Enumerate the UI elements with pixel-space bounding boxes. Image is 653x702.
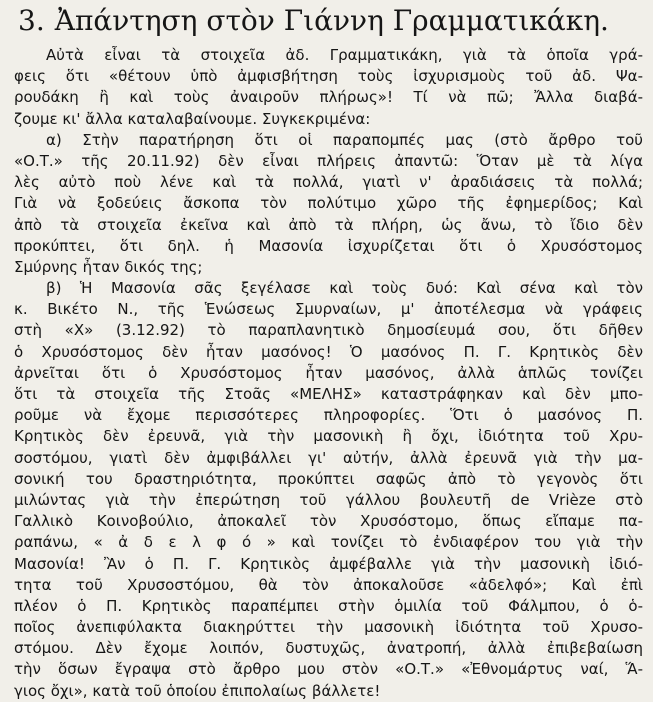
paragraph-line: ὁ Χρυσόστομος δὲν ἦταν μασόνος! Ὁ μασόνος Π. Γ. Κρητικὸς δὲν: [14, 342, 643, 361]
paragraph-line: «Ο.Τ.» τῆς 20.11.92) δὲν εἶναι πλήρεις ἀπαντῶ: Ὅταν μὲ τὰ λίγα: [14, 151, 643, 170]
paragraph-line: Αὐτὰ εἶναι τὰ στοιχεῖα ἀδ. Γραμματικάκη, γιὰ τὰ ὁποῖα γρά-: [46, 46, 643, 64]
paragraph-line: ραπάνω, « ἀ δ ε λ φ ό » καὶ τονίζει τὸ ἐνδιαφέρον του γιὰ τὴν: [14, 533, 643, 552]
paragraph-line: λὲς αὐτὸ ποὺ λένε καὶ τὰ πολλά, γιατὶ ν' ἀραδιάσεις τὰ πολλά;: [14, 173, 643, 192]
paragraph-line: μιλώντας γιὰ τὴν ἐπερώτηση τοῦ γάλλου βουλευτῆ de Vrièze στὸ: [14, 490, 643, 509]
paragraph-line: Κρητικὸς δὲν ἐρευνᾶ, γιὰ τὴν μασονικὴ ἢ ὄχι, ἰδιότητα τοῦ Χρυ-: [14, 427, 643, 446]
section-title: Ἀπάντηση στὸν Γιάννη Γραμματικάκη.: [54, 4, 609, 37]
paragraph-line: ἀρνεῖται ὅτι ὁ Χρυσόστομος ἦταν μασόνος, ἀλλὰ ἁπλῶς τονίζει: [14, 363, 643, 382]
paragraph-line: γιος ὄχι», κατὰ τοῦ ὁποίου ἐπιπολαίως βάλλετε!: [14, 681, 381, 700]
paragraph-line: τητα τοῦ Χρυσοστόμου, θὰ τὸν ἀποκαλοῦσε «ἀδελφό»; Καὶ ἐπὶ: [14, 575, 643, 594]
paragraph-line: β) Ἡ Μασονία σᾶς ξεγέλασε καὶ τοὺς δυό: Καὶ σένα καὶ τὸν: [46, 279, 643, 298]
section-heading: [18, 4, 648, 38]
paragraph-line: σοστόμου, γιατὶ δὲν ἀμφιβάλλει γι' αὐτήν, ἀλλὰ ἐρευνᾶ γιὰ τὴν μα-: [14, 448, 643, 467]
paragraph-line: κ. Βικέτο Ν., τῆς Ἑνώσεως Σμυρναίων, μ' ἀποτέλεσμα νὰ γράφεις: [14, 300, 643, 319]
paragraph-line: στὴ «Χ» (3.12.92) τὸ παραπλανητικὸ δημοσίευμά σου, ὅτι δῆθεν: [14, 321, 643, 340]
paragraph-line: τὴν ὅσων ἔγραψα στὸ ἄρθρο μου στὸν «Ο.Τ.» «Ἐθνομάρτυς ναί, Ἅ-: [14, 660, 643, 679]
paragraph-line: φεις ὅτι «θέτουν ὑπὸ ἀμφισβήτηση τοὺς ἰσχυρισμοὺς τοῦ ἀδ. Ψα-: [14, 67, 643, 86]
paragraph-line: Γιὰ νὰ ξοδεύεις ἄσκοπα τὸν πολύτιμο χῶρο τῆς ἐφημερίδος; Καὶ: [14, 194, 643, 213]
paragraph-line: στόμου. Δὲν ἔχομε λοιπόν, δυστυχῶς, ἀνατροπή, ἀλλὰ ἐπιβεβαίωση: [14, 639, 643, 658]
paragraph-line: Σμύρνης ἦταν δικός της;: [14, 257, 203, 276]
paragraph-line: σονική του δραστηριότητα, προκύπτει σαφῶς ἀπὸ τὸ γεγονὸς ὅτι: [14, 469, 643, 488]
paragraph-line: προκύπτει, ὅτι δηλ. ἡ Μασονία ἰσχυρίζεται ὅτι ὁ Χρυσόστομος: [14, 236, 643, 255]
paragraph-line: Μασονία! Ἂν ὁ Π. Γ. Κρητικὸς ἀμφέβαλλε γιὰ τὴν μασονικὴ ἰδιό-: [14, 554, 643, 573]
paragraph-line: α) Στὴν παρατήρηση ὅτι οἱ παραπομπές μας (στὸ ἄρθρο τοῦ: [46, 130, 643, 149]
paragraph-line: ἀπὸ τὰ στοιχεῖα ἐκεῖνα καὶ ἀπὸ τὰ πλήρη, ὡς ἄνω, τὸ ἴδιο δὲν: [14, 215, 643, 234]
paragraph-line: ὅτι τὰ στοιχεῖα τῆς Στοᾶς «ΜΕΛΗΣ» καταστράφηκαν καὶ δὲν μπο-: [14, 385, 643, 403]
paragraph-line: ρουδάκη ἢ καὶ τοὺς ἀναιροῦν πλήρως»! Τί νὰ πῶ; Ἄλλα διαβά-: [14, 88, 643, 107]
paragraph-line: ποῖος ἀνεπιφύλακτα διακηρύττει τὴν μασονικὴ ἰδιότητα τοῦ Χρυσο-: [14, 618, 643, 637]
section-number: 3.: [18, 4, 45, 37]
paragraph-line: ζουμε κι' ἄλλα καταλαβαίνουμε. Συγκεκριμένα:: [14, 109, 371, 128]
paragraph-line: πλέον ὁ Π. Κρητικὸς παραπέμπει στὴν ὁμιλία τοῦ Φάλμπου, ὁ ὁ-: [14, 596, 643, 615]
body-text: [14, 45, 643, 702]
paragraph-line: Γαλλικὸ Κοινοβούλιο, ἀποκαλεῖ τὸν Χρυσόστομο, ὅπως εἴπαμε πα-: [14, 512, 643, 531]
paragraph-line: ροῦμε νὰ ἔχομε περισσότερες πληροφορίες. Ὅτι ὁ μασόνος Π.: [14, 406, 643, 425]
